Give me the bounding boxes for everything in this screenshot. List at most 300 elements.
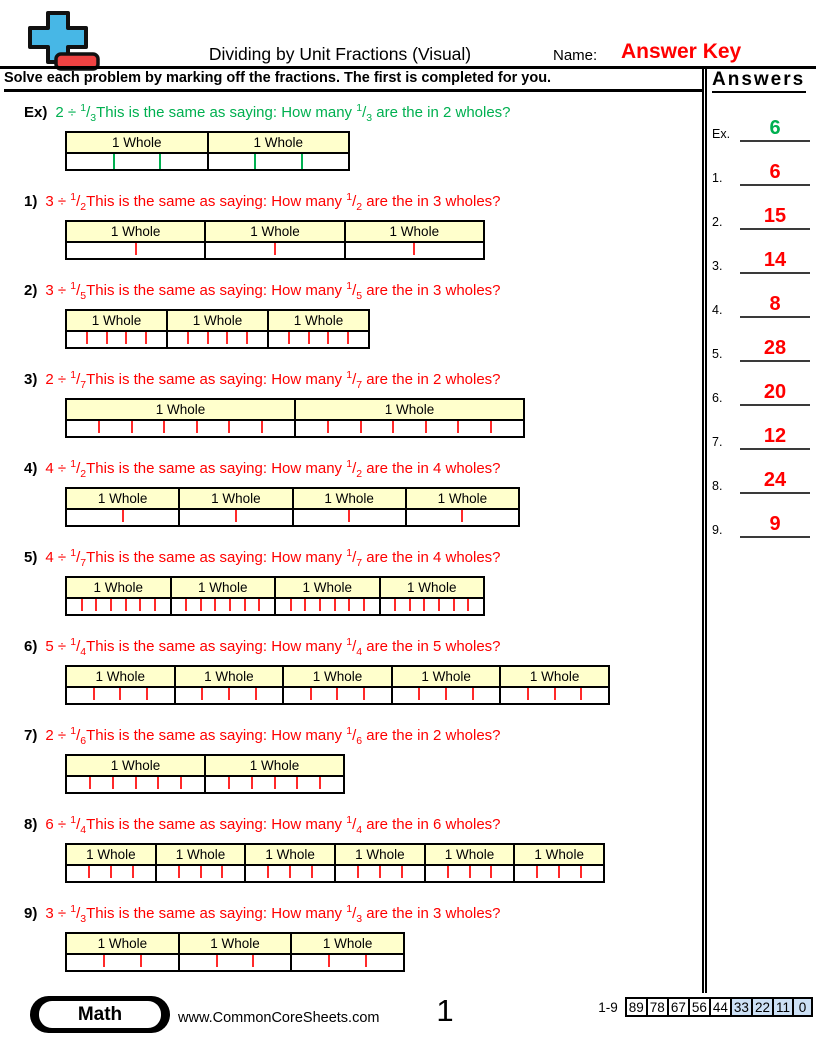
math-badge (30, 996, 170, 1033)
tick-cell (296, 421, 523, 436)
answer-item (712, 246, 816, 274)
fraction-tick-mark (89, 777, 91, 789)
whole-cell: 1 Whole (209, 133, 349, 152)
problem-text: $2 \div ^1/_3This$ is the same as saying: How many $^1/_3$ are the in 2 wholes? (55, 102, 511, 124)
whole-cell: 1 Whole (180, 934, 293, 953)
problem-statement (24, 191, 700, 213)
fraction-tick-mark (228, 777, 230, 789)
fraction-tick-mark (425, 421, 427, 433)
problem-number: 4) (24, 460, 38, 477)
answer-item (712, 334, 816, 362)
fraction-bar (65, 220, 485, 260)
fraction-denominator: 2 (80, 201, 87, 213)
fraction-tick-mark (131, 421, 133, 433)
fraction-tick-mark (319, 777, 321, 789)
fraction-tick-mark (154, 599, 156, 611)
fraction-denominator: 4 (80, 824, 87, 836)
whole-cell: 1 Whole (67, 489, 180, 508)
whole-cell: 1 Whole (180, 489, 293, 508)
fraction-numerator: 1 (70, 458, 77, 470)
fraction-tick-mark (336, 688, 338, 700)
fraction-tick-mark (228, 421, 230, 433)
fraction-tick-mark (185, 599, 187, 611)
whole-cell: 1 Whole (67, 934, 180, 953)
problem-text: $4 \div ^1/_2This$ is the same as saying: How many $^1/_2$ are the in 4 wholes? (45, 458, 501, 480)
fraction-tick-mark (327, 332, 329, 344)
whole-cell: 1 Whole (176, 667, 285, 686)
fraction-tick-mark (554, 688, 556, 700)
whole-cell: 1 Whole (168, 311, 269, 330)
answer-value: 14 (740, 248, 810, 274)
fraction-tick-mark (254, 154, 256, 169)
fraction-tick-mark (95, 599, 97, 611)
fraction-tick-mark (103, 955, 105, 967)
fraction-denominator: 6 (356, 735, 363, 747)
answer-item (712, 466, 816, 494)
fraction-denominator: 5 (80, 290, 87, 302)
fraction-tick-mark (348, 599, 350, 611)
fraction-tick-mark (392, 421, 394, 433)
tick-cell (67, 154, 209, 169)
tick-cell (284, 688, 393, 703)
fraction-bar-tick-row (67, 332, 368, 347)
fraction-numerator: 1 (70, 369, 77, 381)
whole-cell: 1 Whole (206, 756, 343, 775)
fraction-bar-whole-row (67, 667, 608, 688)
whole-cell: 1 Whole (67, 133, 209, 152)
fraction-tick-mark (112, 777, 114, 789)
whole-cell: 1 Whole (336, 845, 426, 864)
fraction-tick-mark (178, 866, 180, 878)
fraction-numerator: 1 (346, 636, 353, 648)
answer-item-label: 5. (712, 347, 723, 361)
fraction-bar-tick-row (67, 866, 603, 881)
tick-cell (426, 866, 516, 881)
whole-cell: 1 Whole (172, 578, 277, 597)
fraction-tick-mark (445, 688, 447, 700)
fraction-tick-mark (214, 599, 216, 611)
fraction-bar-whole-row (67, 756, 343, 777)
fraction-denominator: 7 (356, 557, 363, 569)
whole-cell: 1 Whole (67, 756, 206, 775)
fraction-tick-mark (244, 599, 246, 611)
fraction-tick-mark (93, 688, 95, 700)
score-cell: 78 (646, 997, 669, 1017)
problem-statement (24, 636, 700, 658)
tick-cell (292, 955, 403, 970)
fraction-tick-mark (98, 421, 100, 433)
fraction-tick-mark (261, 421, 263, 433)
tick-cell (393, 688, 502, 703)
tick-cell (67, 866, 157, 881)
problem-row (24, 547, 700, 616)
answer-value: 28 (740, 336, 810, 362)
fraction-denominator: 5 (356, 290, 363, 302)
tick-cell (246, 866, 336, 881)
fraction-tick-mark (469, 866, 471, 878)
whole-cell: 1 Whole (67, 667, 176, 686)
fraction-tick-mark (221, 866, 223, 878)
fraction-tick-mark (311, 866, 313, 878)
whole-cell: 1 Whole (206, 222, 345, 241)
fraction-tick-mark (81, 599, 83, 611)
problem-statement (24, 280, 700, 302)
fraction-tick-mark (110, 599, 112, 611)
whole-cell: 1 Whole (346, 222, 483, 241)
whole-cell: 1 Whole (67, 311, 168, 330)
fraction-bar (65, 309, 370, 349)
score-cell: 67 (667, 997, 690, 1017)
answer-item-label: 7. (712, 435, 723, 449)
fraction-tick-mark (187, 332, 189, 344)
answer-item (712, 378, 816, 406)
fraction-bar (65, 843, 605, 883)
fraction-tick-mark (347, 332, 349, 344)
fraction-tick-mark (201, 688, 203, 700)
problem-text: $3 \div ^1/_5This$ is the same as saying: How many $^1/_5$ are the in 3 wholes? (45, 280, 501, 302)
answer-item-label: 1. (712, 171, 723, 185)
fraction-bar-tick-row (67, 154, 348, 169)
page-title: Dividing by Unit Fractions (Visual) (208, 44, 472, 64)
fraction-tick-mark (457, 421, 459, 433)
fraction-bar-whole-row (67, 845, 603, 866)
whole-cell: 1 Whole (501, 667, 608, 686)
tick-cell (501, 688, 608, 703)
fraction-numerator: 1 (346, 369, 353, 381)
fraction-tick-mark (200, 599, 202, 611)
tick-cell (276, 599, 381, 614)
fraction-tick-mark (216, 955, 218, 967)
whole-cell: 1 Whole (67, 400, 296, 419)
fraction-tick-mark (140, 955, 142, 967)
score-cell: 22 (751, 997, 774, 1017)
problem-number: 2) (24, 282, 38, 299)
whole-cell: 1 Whole (292, 934, 403, 953)
fraction-tick-mark (274, 243, 276, 255)
tick-cell (209, 154, 349, 169)
fraction-tick-mark (490, 421, 492, 433)
fraction-bar (65, 576, 485, 616)
fraction-tick-mark (304, 599, 306, 611)
tick-cell (67, 421, 296, 436)
fraction-tick-mark (180, 777, 182, 789)
fraction-tick-mark (319, 599, 321, 611)
problem-statement (24, 725, 700, 747)
problem-statement (24, 102, 700, 124)
fraction-denominator: 2 (356, 201, 363, 213)
answer-value: 15 (740, 204, 810, 230)
fraction-tick-mark (226, 332, 228, 344)
fraction-numerator: 1 (356, 102, 363, 114)
fraction-tick-mark (301, 154, 303, 169)
fraction-bar-whole-row (67, 222, 483, 243)
fraction-bar (65, 487, 520, 527)
fraction-tick-mark (139, 599, 141, 611)
answers-title: Answers (712, 69, 806, 93)
website-url: www.CommonCoreSheets.com (178, 1010, 380, 1026)
answer-item-label: 3. (712, 259, 723, 273)
tick-cell (157, 866, 247, 881)
fraction-tick-mark (461, 510, 463, 522)
problem-row (24, 280, 700, 349)
whole-cell: 1 Whole (284, 667, 393, 686)
fraction-tick-mark (360, 421, 362, 433)
problem-row (24, 102, 700, 171)
fraction-tick-mark (246, 332, 248, 344)
fraction-bar-tick-row (67, 777, 343, 792)
answers-list (712, 114, 816, 538)
tick-cell (67, 955, 180, 970)
fraction-tick-mark (267, 866, 269, 878)
fraction-tick-mark (394, 599, 396, 611)
fraction-bar-tick-row (67, 510, 518, 525)
answer-item (712, 290, 816, 318)
fraction-bar-whole-row (67, 311, 368, 332)
fraction-tick-mark (235, 510, 237, 522)
fraction-numerator: 1 (346, 903, 353, 915)
tick-cell (180, 510, 293, 525)
fraction-tick-mark (296, 777, 298, 789)
problem-statement (24, 458, 700, 480)
problem-number: Ex) (24, 104, 48, 121)
fraction-denominator: 7 (80, 557, 87, 569)
fraction-tick-mark (558, 866, 560, 878)
fraction-denominator: 2 (80, 468, 87, 480)
fraction-tick-mark (135, 777, 137, 789)
answer-item-label: Ex. (712, 127, 731, 141)
fraction-numerator: 1 (70, 636, 77, 648)
fraction-tick-mark (310, 688, 312, 700)
whole-cell: 1 Whole (269, 311, 368, 330)
problem-row (24, 814, 700, 883)
fraction-tick-mark (113, 154, 115, 169)
fraction-tick-mark (229, 599, 231, 611)
whole-cell: 1 Whole (294, 489, 407, 508)
fraction-tick-mark (363, 688, 365, 700)
answer-item-label: 9. (712, 523, 723, 537)
fraction-tick-mark (467, 599, 469, 611)
fraction-tick-mark (409, 599, 411, 611)
problem-number: 3) (24, 371, 38, 388)
fraction-bar (65, 398, 525, 438)
score-table (598, 997, 813, 1017)
fraction-tick-mark (252, 955, 254, 967)
fraction-tick-mark (146, 688, 148, 700)
tick-cell (176, 688, 285, 703)
score-cell: 56 (688, 997, 711, 1017)
answer-value: 20 (740, 380, 810, 406)
problem-number: 9) (24, 905, 38, 922)
fraction-tick-mark (379, 866, 381, 878)
answer-item-label: 4. (712, 303, 723, 317)
fraction-tick-mark (159, 154, 161, 169)
tick-cell (67, 332, 168, 347)
answer-value: 8 (740, 292, 810, 318)
tick-cell (172, 599, 277, 614)
fraction-bar-whole-row (67, 578, 483, 599)
problem-text: $4 \div ^1/_7This$ is the same as saying: How many $^1/_7$ are the in 4 wholes? (45, 547, 501, 569)
fraction-tick-mark (363, 599, 365, 611)
fraction-tick-mark (163, 421, 165, 433)
fraction-tick-mark (580, 688, 582, 700)
tick-cell (269, 332, 368, 347)
fraction-tick-mark (334, 599, 336, 611)
fraction-numerator: 1 (70, 814, 77, 826)
fraction-tick-mark (453, 599, 455, 611)
problem-statement (24, 369, 700, 391)
fraction-tick-mark (288, 332, 290, 344)
score-cell: 44 (709, 997, 732, 1017)
fraction-denominator: 3 (90, 112, 97, 124)
score-cell: 0 (792, 997, 813, 1017)
fraction-tick-mark (119, 688, 121, 700)
math-badge-label: Math (39, 1001, 161, 1028)
fraction-tick-mark (200, 866, 202, 878)
fraction-tick-mark (290, 599, 292, 611)
fraction-denominator: 4 (356, 646, 363, 658)
fraction-denominator: 2 (356, 468, 363, 480)
score-range-label: 1-9 (598, 999, 618, 1015)
tick-cell (407, 510, 518, 525)
fraction-tick-mark (207, 332, 209, 344)
problem-statement (24, 903, 700, 925)
fraction-tick-mark (348, 510, 350, 522)
fraction-tick-mark (536, 866, 538, 878)
fraction-numerator: 1 (70, 280, 77, 292)
problem-row (24, 191, 700, 260)
whole-cell: 1 Whole (296, 400, 523, 419)
name-label: Name: (553, 47, 598, 64)
whole-cell: 1 Whole (276, 578, 381, 597)
whole-cell: 1 Whole (67, 578, 172, 597)
problem-text: $5 \div ^1/_4This$ is the same as saying: How many $^1/_4$ are the in 5 wholes? (45, 636, 501, 658)
fraction-bar-tick-row (67, 243, 483, 258)
score-cell: 11 (772, 997, 794, 1017)
page-number: 1 (436, 993, 454, 1028)
answer-value: 9 (740, 512, 810, 538)
tick-cell (67, 243, 206, 258)
answer-item (712, 158, 816, 186)
fraction-tick-mark (447, 866, 449, 878)
answer-item (712, 510, 816, 538)
tick-cell (346, 243, 483, 258)
fraction-tick-mark (328, 955, 330, 967)
fraction-bar-tick-row (67, 955, 403, 970)
tick-cell (67, 688, 176, 703)
whole-cell: 1 Whole (426, 845, 516, 864)
fraction-bar-tick-row (67, 421, 523, 436)
problem-row (24, 903, 700, 972)
answer-item (712, 114, 816, 142)
score-cell: 33 (730, 997, 753, 1017)
answer-item-label: 6. (712, 391, 723, 405)
fraction-tick-mark (423, 599, 425, 611)
tick-cell (206, 243, 345, 258)
answer-item (712, 202, 816, 230)
whole-cell: 1 Whole (67, 845, 157, 864)
fraction-denominator: 7 (80, 379, 87, 391)
answer-value: 24 (740, 468, 810, 494)
fraction-tick-mark (251, 777, 253, 789)
fraction-tick-mark (125, 332, 127, 344)
problem-number: 6) (24, 638, 38, 655)
tick-cell (381, 599, 484, 614)
fraction-numerator: 1 (80, 102, 87, 114)
fraction-denominator: 7 (356, 379, 363, 391)
fraction-denominator: 4 (80, 646, 87, 658)
whole-cell: 1 Whole (515, 845, 603, 864)
fraction-numerator: 1 (70, 725, 77, 737)
answer-value: 6 (740, 160, 810, 186)
fraction-bar-tick-row (67, 599, 483, 614)
fraction-tick-mark (472, 688, 474, 700)
fraction-numerator: 1 (70, 903, 77, 915)
problem-text: $6 \div ^1/_4This$ is the same as saying: How many $^1/_4$ are the in 6 wholes? (45, 814, 501, 836)
answer-value: 12 (740, 424, 810, 450)
answer-item-label: 8. (712, 479, 723, 493)
fraction-numerator: 1 (70, 191, 77, 203)
fraction-tick-mark (106, 332, 108, 344)
tick-cell (294, 510, 407, 525)
problem-text: $3 \div ^1/_2This$ is the same as saying: How many $^1/_2$ are the in 3 wholes? (45, 191, 501, 213)
fraction-tick-mark (145, 332, 147, 344)
fraction-numerator: 1 (346, 725, 353, 737)
fraction-bar (65, 665, 610, 705)
score-cell: 89 (625, 997, 648, 1017)
fraction-tick-mark (365, 955, 367, 967)
problem-text: $2 \div ^1/_7This$ is the same as saying: How many $^1/_7$ are the in 2 wholes? (45, 369, 501, 391)
tick-cell (336, 866, 426, 881)
fraction-tick-mark (401, 866, 403, 878)
fraction-tick-mark (357, 866, 359, 878)
tick-cell (515, 866, 603, 881)
fraction-tick-mark (125, 599, 127, 611)
answer-key-label: Answer Key (621, 40, 742, 63)
fraction-tick-mark (413, 243, 415, 255)
whole-cell: 1 Whole (246, 845, 336, 864)
problem-number: 8) (24, 816, 38, 833)
problem-statement (24, 814, 700, 836)
tick-cell (67, 599, 172, 614)
fraction-numerator: 1 (70, 547, 77, 559)
fraction-denominator: 3 (366, 112, 373, 124)
instructions-text: Solve each problem by marking off the fractions. The first is completed for you. (4, 70, 702, 92)
tick-cell (67, 777, 206, 792)
whole-cell: 1 Whole (407, 489, 518, 508)
fraction-tick-mark (327, 421, 329, 433)
fraction-bar-whole-row (67, 489, 518, 510)
whole-cell: 1 Whole (381, 578, 484, 597)
fraction-tick-mark (255, 688, 257, 700)
answers-panel (702, 66, 816, 993)
tick-cell (67, 510, 180, 525)
fraction-tick-mark (157, 777, 159, 789)
fraction-tick-mark (196, 421, 198, 433)
whole-cell: 1 Whole (157, 845, 247, 864)
fraction-bar-whole-row (67, 133, 348, 154)
fraction-numerator: 1 (346, 547, 353, 559)
answer-item (712, 422, 816, 450)
fraction-bar-whole-row (67, 400, 523, 421)
fraction-tick-mark (132, 866, 134, 878)
tick-cell (180, 955, 293, 970)
fraction-denominator: 3 (80, 913, 87, 925)
tick-cell (168, 332, 269, 347)
problem-statement (24, 547, 700, 569)
fraction-numerator: 1 (346, 191, 353, 203)
fraction-denominator: 4 (356, 824, 363, 836)
fraction-bar (65, 754, 345, 794)
